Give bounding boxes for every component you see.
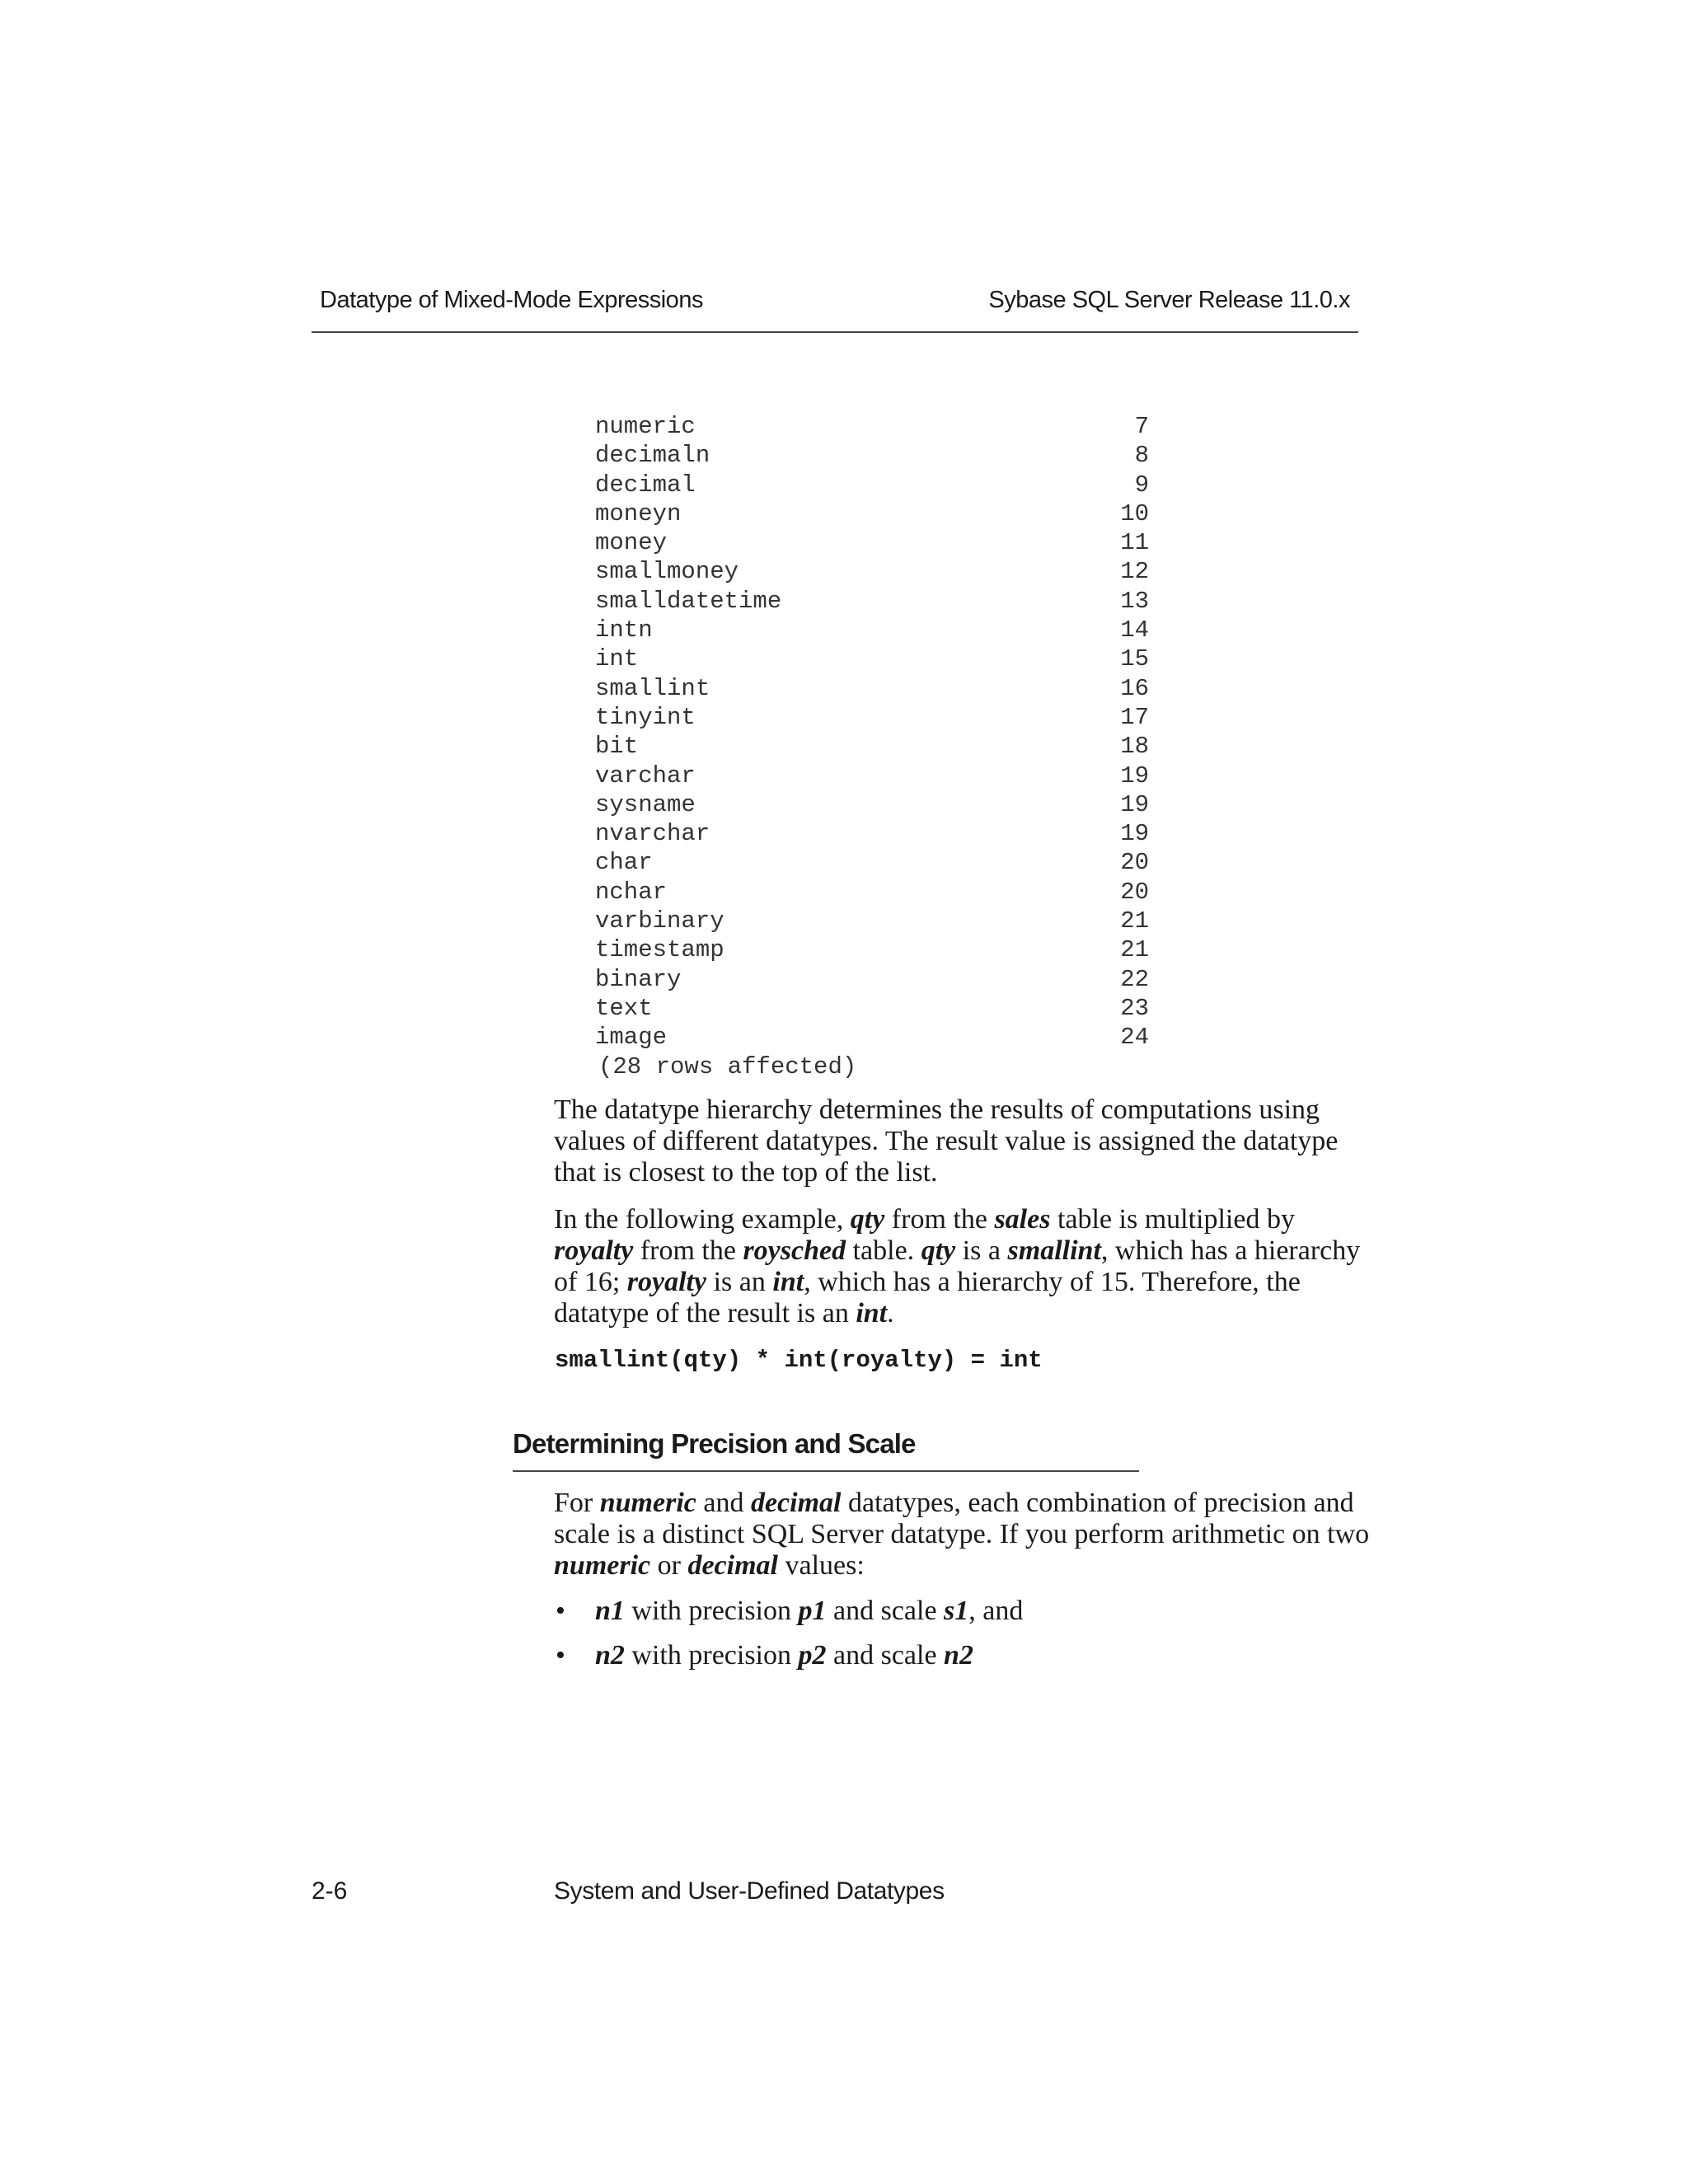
datatype-name: bit (595, 733, 639, 761)
table-row (595, 762, 1164, 790)
datatype-name: char (595, 849, 653, 877)
hierarchy-value: 22 (1120, 965, 1149, 993)
table-row (595, 674, 1164, 703)
datatype-name: tinyint (595, 703, 696, 731)
table-row (595, 994, 1164, 1023)
hierarchy-value: 24 (1120, 1024, 1149, 1052)
hierarchy-value: 23 (1120, 994, 1149, 1022)
hierarchy-value: 8 (1134, 442, 1149, 470)
table-row (595, 471, 1164, 499)
datatype-name: varbinary (595, 907, 724, 935)
table-row (595, 935, 1164, 964)
list-item: • n1 with precision p1 and scale s1, and (556, 1596, 1024, 1626)
table-row (595, 412, 1164, 441)
datatype-name: smallint (595, 674, 710, 702)
hierarchy-value: 13 (1120, 587, 1149, 615)
table-row (595, 907, 1164, 935)
hierarchy-value: 12 (1120, 558, 1149, 586)
datatype-name: money (595, 529, 668, 557)
section-heading: Determining Precision and Scale (513, 1426, 1139, 1472)
datatype-hierarchy-output (595, 412, 1164, 1081)
datatype-name: text (595, 994, 653, 1022)
bullet-icon: • (556, 1596, 565, 1626)
datatype-name: intn (595, 616, 653, 644)
list-item: • n2 with precision p2 and scale n2 (556, 1640, 973, 1671)
header-section-title: Datatype of Mixed-Mode Expressions (320, 287, 703, 313)
table-row (595, 528, 1164, 557)
table-row (595, 790, 1164, 819)
hierarchy-value: 7 (1134, 413, 1149, 440)
hierarchy-rows (595, 412, 1164, 1052)
table-row (595, 878, 1164, 907)
datatype-name: image (595, 1024, 668, 1052)
table-row (595, 1023, 1164, 1052)
datatype-name: smallmoney (595, 558, 739, 586)
hierarchy-value: 20 (1120, 878, 1149, 906)
hierarchy-value: 21 (1120, 936, 1149, 964)
table-row (595, 819, 1164, 848)
table-row (595, 732, 1164, 761)
table-row (595, 587, 1164, 616)
operand-list (554, 1596, 1023, 1685)
hierarchy-value: 19 (1120, 820, 1149, 848)
table-row (595, 965, 1164, 994)
paragraph-precision-scale: For numeric and decimal datatypes, each combination of precision and scale is a distinct SQL Server datatype. If you perform arithmetic on two numeric or decimal values: (554, 1488, 1370, 1581)
hierarchy-value: 9 (1134, 471, 1149, 499)
table-row (595, 441, 1164, 470)
table-row (595, 557, 1164, 586)
table-row (595, 848, 1164, 877)
code-example: smallint(qty) * int(royalty) = int (555, 1347, 1043, 1374)
table-row (595, 703, 1164, 732)
datatype-name: timestamp (595, 936, 724, 964)
datatype-name: decimaln (595, 442, 710, 470)
hierarchy-value: 16 (1120, 674, 1149, 702)
datatype-name: decimal (595, 471, 696, 499)
rows-affected-text: (28 rows affected) (598, 1052, 857, 1080)
datatype-name: smalldatetime (595, 587, 782, 615)
datatype-name: sysname (595, 790, 696, 818)
hierarchy-value: 19 (1120, 762, 1149, 790)
table-row (595, 616, 1164, 644)
hierarchy-value: 19 (1120, 790, 1149, 818)
datatype-name: int (595, 645, 639, 673)
datatype-name: nvarchar (595, 820, 710, 848)
hierarchy-value: 18 (1120, 733, 1149, 761)
hierarchy-value: 14 (1120, 616, 1149, 644)
page-header (312, 287, 1358, 333)
hierarchy-value: 17 (1120, 703, 1149, 731)
hierarchy-value: 10 (1120, 499, 1149, 527)
hierarchy-value: 15 (1120, 645, 1149, 673)
datatype-name: moneyn (595, 499, 682, 527)
page-number: 2-6 (312, 1877, 348, 1905)
table-row (595, 499, 1164, 528)
datatype-name: nchar (595, 878, 668, 906)
header-product-release: Sybase SQL Server Release 11.0.x (988, 287, 1350, 313)
hierarchy-value: 11 (1120, 529, 1149, 557)
hierarchy-value: 20 (1120, 849, 1149, 877)
bullet-icon: • (556, 1640, 565, 1671)
datatype-name: numeric (595, 413, 696, 440)
footer-chapter-title: System and User-Defined Datatypes (554, 1877, 945, 1905)
datatype-name: binary (595, 965, 682, 993)
table-row (595, 644, 1164, 673)
datatype-name: varchar (595, 762, 696, 790)
hierarchy-value: 21 (1120, 907, 1149, 935)
paragraph-hierarchy-explanation: The datatype hierarchy determines the results of computations using values of different datatypes. The result value is assigned the datatype that is closest to the top of the list. (554, 1094, 1339, 1188)
paragraph-example: In the following example, qty from the sales table is multiplied by royalty from the roysched table. qty is a smallint, which has a hierarchy of 16; royalty is an int, which has a hierarchy of 15. Therefore, the datatype of the result is an int. (554, 1204, 1361, 1329)
